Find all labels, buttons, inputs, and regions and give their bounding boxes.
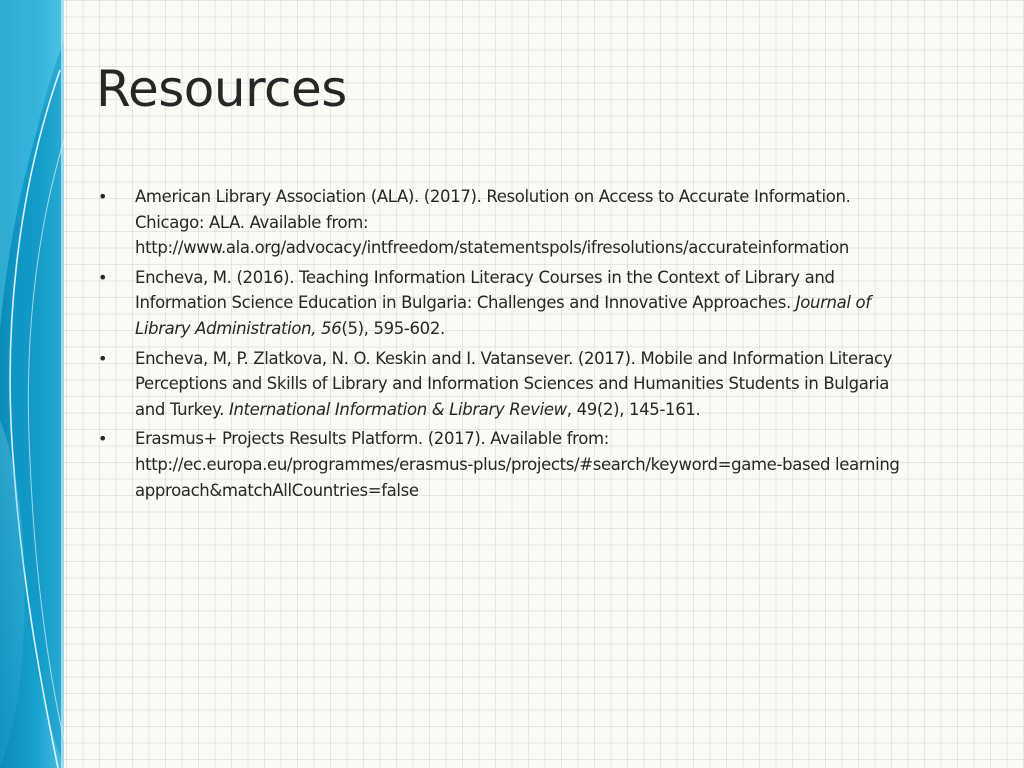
journal-title: International Information & Library Review [228,399,567,419]
reference-line: Chicago: ALA. Available from: [135,212,369,232]
reference-url-link[interactable]: http://www.ala.org/advocacy/intfreedom/statementspols/ifresolutions/accurateinformation [135,238,850,258]
bullet-icon: • [98,429,108,449]
bullet-icon: • [98,187,108,206]
slide-title: Resources [96,60,347,118]
reference-item [98,346,998,423]
reference-text: , 49(2), 145-161. [566,399,701,419]
reference-line: Erasmus+ Projects Results Platform. (2017). Available from: [135,429,609,449]
bullet-icon: • [98,348,108,368]
reference-url-link[interactable]: approach&matchAllCountries=false [135,480,419,500]
reference-item [98,265,998,342]
reference-line [135,397,998,423]
reference-line [135,290,998,316]
reference-item [98,184,998,261]
wave-decoration-icon [0,0,64,768]
bullet-icon: • [98,267,108,287]
reference-text: (5), 595-602. [341,318,445,338]
reference-item [98,426,998,503]
reference-line: American Library Association (ALA). (2017). Resolution on Access to Accurate Information. [135,187,851,206]
reference-list [98,184,998,507]
journal-title: Library Administration, 56 [135,318,342,338]
reference-line: Encheva, M. (2016). Teaching Information Literacy Courses in the Context of Library and [135,267,835,287]
reference-text: Information Science Education in Bulgaria: Challenges and Innovative Approaches. [135,293,796,313]
decorative-side-band [0,0,64,768]
reference-line: Encheva, M, P. Zlatkova, N. O. Keskin and I. Vatansever. (2017). Mobile and Information Literacy [135,348,893,368]
reference-url-link[interactable]: http://ec.europa.eu/programmes/erasmus-plus/projects/#search/keyword=game-based learning [135,454,900,474]
journal-title: Journal of [795,293,871,313]
reference-text: and Turkey. [135,399,229,419]
reference-line: Perceptions and Skills of Library and Information Sciences and Humanities Students in Bulgaria [135,374,889,394]
reference-line [135,316,998,342]
